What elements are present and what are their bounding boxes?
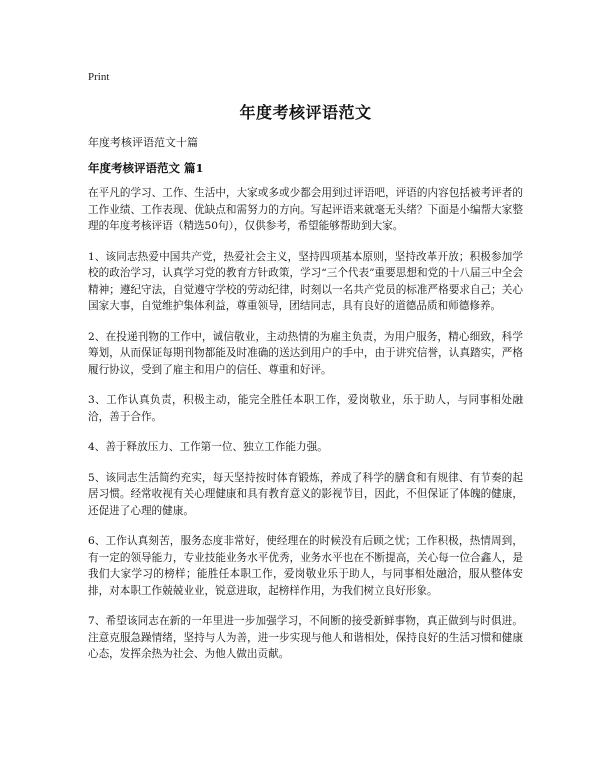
paragraph-7: 7、希望该同志在新的一年里进一步加强学习，不间断的接受新鲜事物，真正做到与时俱进。注意克服急躁情绪，坚持与人为善，进一步实现与他人和谐相处，保持良好的生活习惯和健康心态，发挥余热为社会、为他人做出贡献。	[88, 615, 523, 660]
page-title: 年度考核评语范文	[239, 103, 372, 122]
paragraph-6: 6、工作认真刻苦，服务态度非常好，使经理在的时候没有后顾之忧；工作积极，热情周到，有一定的领导能力，专业技能业务水平优秀，业务水平也在不断提高，关心每一位合鑫人，是我们大家学习的榜样；能胜任本职工作，爱岗敬业乐于助人，与同事相处融洽，服从整体安排，对本职工作兢兢业业，锐意进取，起榜样作用，为我们树立良好形象。	[88, 535, 523, 597]
intro-paragraph: 在平凡的学习、工作、生活中，大家或多或少都会用到过评语吧，评语的内容包括被考评者的工作业绩、工作表现、优缺点和需努力的方向。写起评语来就毫无头绪？下面是小编帮大家整理的年度考核评语（精选50句），仅供参考，希望能够帮助到大家。	[88, 187, 523, 232]
document-subtitle: 年度考核评语范文十篇	[88, 136, 198, 149]
paragraph-4: 4、善于释放压力、工作第一位、独立工作能力强。	[88, 441, 328, 453]
paragraph-3: 3、工作认真负责，积极主动，能完全胜任本职工作，爱岗敬业，乐于助人，与同事相处融洽，善于合作。	[88, 394, 523, 423]
print-link[interactable]: Print	[88, 71, 110, 83]
document-body	[88, 185, 523, 677]
paragraph-5: 5、该同志生活简约充实，每天坚持按时体育锻炼，养成了科学的膳食和有规律、有节奏的起居习惯。经常收视有关心理健康和具有教育意义的影视节目，因此，不但保证了体魄的健康，还促进了心理的健康。	[88, 471, 523, 517]
paragraph-2: 2、在投递刊物的工作中，诚信敬业，主动热情的为雇主负责，为用户服务，精心细致，科学筹划，从而保证每期刊物都能及时准确的送达到用户的手中，由于讲究信誉，认真踏实，严格履行协议，受到了雇主和用户的信任、尊重和好评。	[88, 330, 523, 376]
paragraph-1: 1、该同志热爱中国共产党，热爱社会主义，坚持四项基本原则，坚持改革开放；积极参加学校的政治学习，认真学习党的教育方针政策，学习“三个代表”重要思想和党的十八届三中全会精神；遵纪守法，自觉遵守学校的劳动纪律，时刻以一名共产党员的标准严格要求自己；关心国家大事，自觉维护集体利益，尊重领导，团结同志，具有良好的道德品质和师德修养。	[88, 250, 523, 312]
section-heading: 年度考核评语范文 篇1	[88, 161, 204, 175]
